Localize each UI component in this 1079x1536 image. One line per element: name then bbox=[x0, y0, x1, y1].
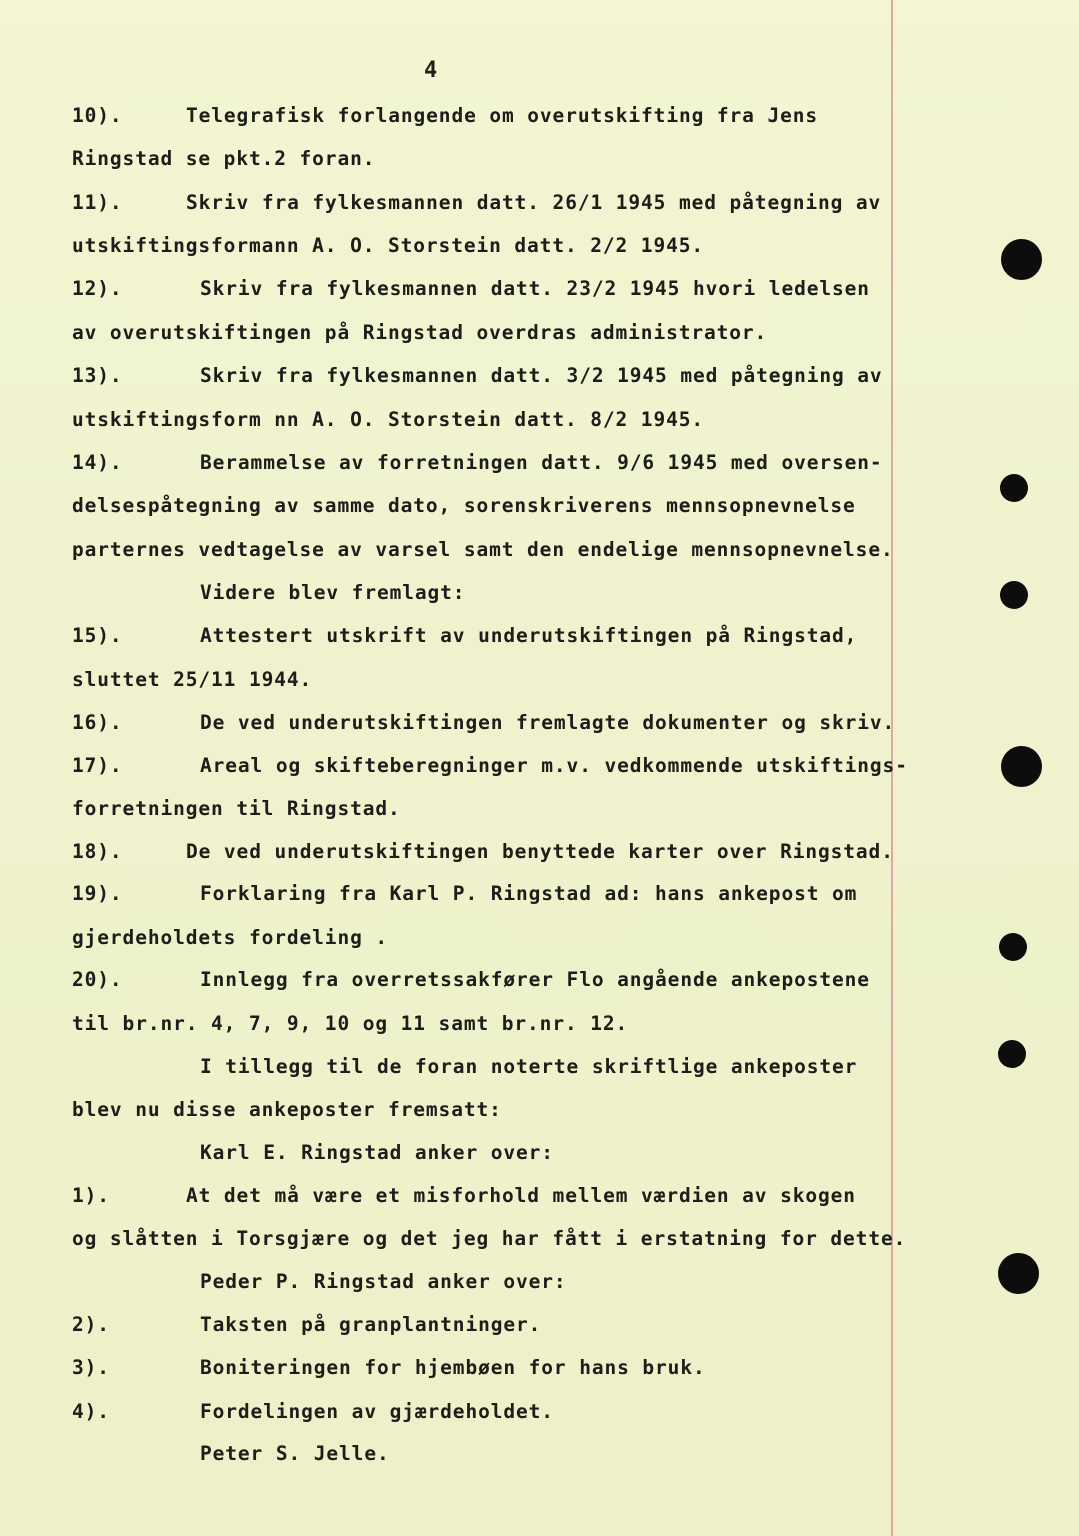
item-number: 15). bbox=[72, 624, 123, 647]
text-line: Taksten på granplantninger. bbox=[200, 1313, 542, 1336]
punch-hole bbox=[999, 933, 1027, 961]
text-line: Karl E. Ringstad anker over: bbox=[200, 1141, 554, 1164]
text-line: utskiftingsform nn A. O. Storstein datt. 8/2 1945. bbox=[72, 408, 704, 431]
text-line: I tillegg til de foran noterte skriftlige ankeposter bbox=[200, 1055, 858, 1078]
text-line: Skriv fra fylkesmannen datt. 26/1 1945 med påtegning av bbox=[186, 191, 882, 214]
item-number: 12). bbox=[72, 277, 123, 300]
text-line: parternes vedtagelse av varsel samt den endelige mennsopnevnelse. bbox=[72, 538, 894, 561]
page-number: 4 bbox=[424, 58, 439, 83]
item-number: 13). bbox=[72, 364, 123, 387]
text-line: Videre blev fremlagt: bbox=[200, 581, 466, 604]
item-number: 19). bbox=[72, 882, 123, 905]
text-line: De ved underutskiftingen fremlagte dokumenter og skriv. bbox=[200, 711, 896, 734]
item-number: 16). bbox=[72, 711, 123, 734]
item-number: 11). bbox=[72, 191, 123, 214]
text-line: Attestert utskrift av underutskiftingen på Ringstad, bbox=[200, 624, 858, 647]
text-line: De ved underutskiftingen benyttede karter over Ringstad. bbox=[186, 840, 894, 863]
punch-hole bbox=[1001, 746, 1042, 787]
text-line: Innlegg fra overretssakfører Flo angående ankepostene bbox=[200, 968, 870, 991]
punch-hole bbox=[998, 1253, 1039, 1294]
item-number: 1). bbox=[72, 1184, 110, 1207]
text-line: sluttet 25/11 1944. bbox=[72, 668, 313, 691]
punch-hole bbox=[1001, 239, 1042, 280]
text-line: Skriv fra fylkesmannen datt. 23/2 1945 hvori ledelsen bbox=[200, 277, 870, 300]
text-line: og slåtten i Torsgjære og det jeg har fått i erstatning for dette. bbox=[72, 1227, 907, 1250]
punch-hole bbox=[998, 1040, 1026, 1068]
item-number: 3). bbox=[72, 1356, 110, 1379]
text-line: Boniteringen for hjembøen for hans bruk. bbox=[200, 1356, 706, 1379]
text-line: Fordelingen av gjærdeholdet. bbox=[200, 1400, 554, 1423]
text-line: Ringstad se pkt.2 foran. bbox=[72, 147, 376, 170]
text-line: Peder P. Ringstad anker over: bbox=[200, 1270, 567, 1293]
punch-hole bbox=[1000, 474, 1028, 502]
item-number: 18). bbox=[72, 840, 123, 863]
text-line: blev nu disse ankeposter fremsatt: bbox=[72, 1098, 502, 1121]
text-line: av overutskiftingen på Ringstad overdras administrator. bbox=[72, 321, 768, 344]
text-line: til br.nr. 4, 7, 9, 10 og 11 samt br.nr. 12. bbox=[72, 1012, 629, 1035]
text-line: At det må være et misforhold mellem værdien av skogen bbox=[186, 1184, 856, 1207]
item-number: 10). bbox=[72, 104, 123, 127]
text-line: Telegrafisk forlangende om overutskifting fra Jens bbox=[186, 104, 818, 127]
punch-hole bbox=[1000, 581, 1028, 609]
item-number: 2). bbox=[72, 1313, 110, 1336]
text-line: Skriv fra fylkesmannen datt. 3/2 1945 med påtegning av bbox=[200, 364, 883, 387]
text-line: Forklaring fra Karl P. Ringstad ad: hans ankepost om bbox=[200, 882, 858, 905]
text-line: delsespåtegning av samme dato, sorenskriverens mennsopnevnelse bbox=[72, 494, 856, 517]
text-line: forretningen til Ringstad. bbox=[72, 797, 401, 820]
item-number: 20). bbox=[72, 968, 123, 991]
text-line: Berammelse av forretningen datt. 9/6 1945 med oversen- bbox=[200, 451, 883, 474]
item-number: 4). bbox=[72, 1400, 110, 1423]
text-line: utskiftingsformann A. O. Storstein datt. 2/2 1945. bbox=[72, 234, 704, 257]
text-line: gjerdeholdets fordeling . bbox=[72, 926, 388, 949]
item-number: 17). bbox=[72, 754, 123, 777]
text-line: Peter S. Jelle. bbox=[200, 1442, 390, 1465]
item-number: 14). bbox=[72, 451, 123, 474]
text-line: Areal og skifteberegninger m.v. vedkommende utskiftings- bbox=[200, 754, 908, 777]
